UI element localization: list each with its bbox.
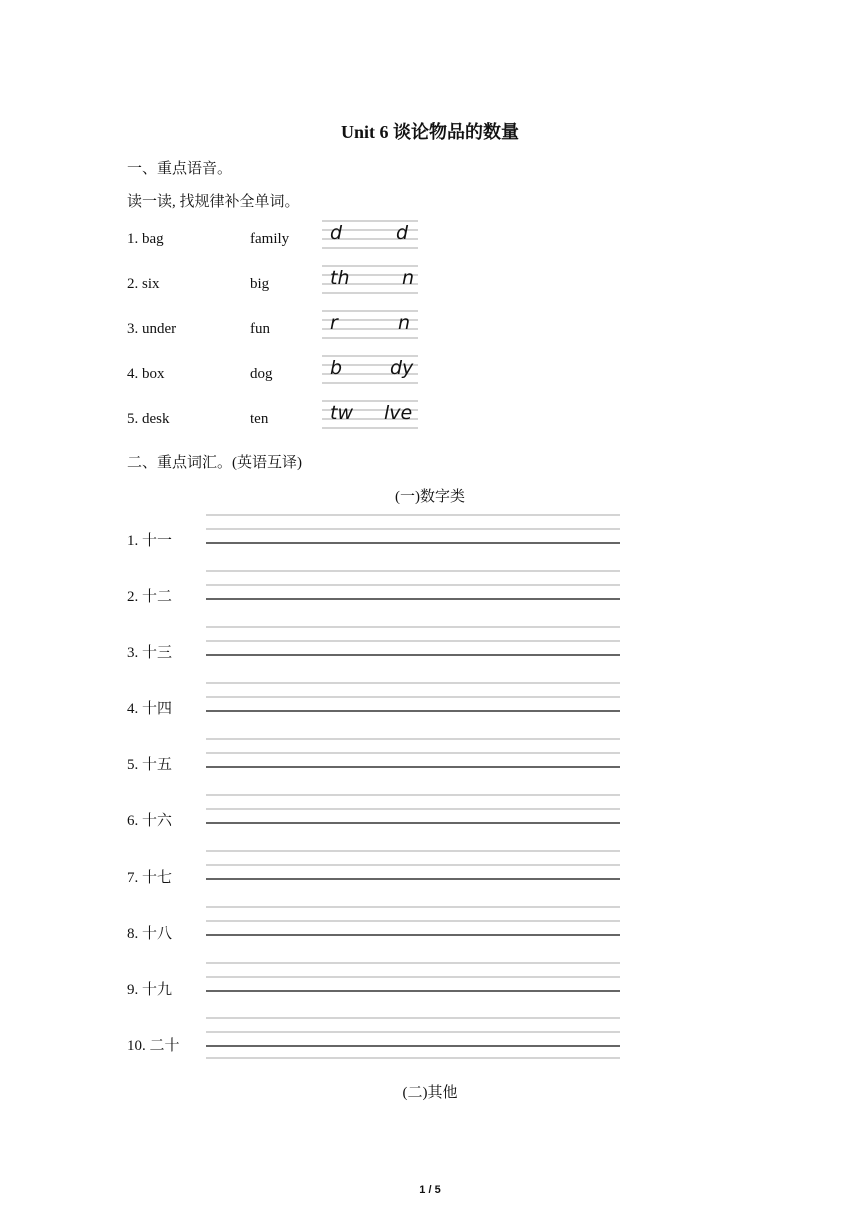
phonics-left-letters: d: [330, 222, 343, 244]
vocab-label: 3. 十三: [127, 645, 173, 661]
section1-instruction: 读一读, 找规律补全单词。: [127, 194, 300, 210]
page-title: Unit 6 谈论物品的数量: [340, 122, 519, 142]
vocab-label: 7. 十七: [127, 870, 173, 886]
phonics-right-letters: lve: [384, 402, 413, 424]
page-number: 1 / 5: [419, 1184, 441, 1196]
writing-lines[interactable]: [206, 566, 620, 612]
phonics-writing-box[interactable]: [322, 307, 418, 343]
phonics-example-word: big: [250, 276, 270, 292]
phonics-right-letters: d: [396, 222, 409, 244]
writing-lines[interactable]: [206, 734, 620, 780]
phonics-writing-box[interactable]: [322, 352, 418, 388]
writing-lines[interactable]: [206, 510, 620, 556]
phonics-example-word: dog: [250, 366, 273, 382]
phonics-writing-box[interactable]: [322, 262, 418, 298]
phonics-number-word: 5. desk: [127, 411, 170, 427]
phonics-number-word: 4. box: [127, 366, 165, 382]
phonics-right-letters: dy: [390, 357, 414, 379]
vocab-label: 5. 十五: [127, 757, 173, 773]
phonics-right-letters: n: [398, 312, 411, 334]
vocab-label: 4. 十四: [127, 701, 173, 717]
phonics-writing-box[interactable]: [322, 397, 418, 433]
phonics-number-word: 3. under: [127, 321, 177, 337]
phonics-number-word: 2. six: [127, 276, 160, 292]
phonics-example-word: family: [250, 231, 290, 247]
writing-lines[interactable]: [206, 622, 620, 668]
phonics-writing-box[interactable]: [322, 217, 418, 253]
writing-lines[interactable]: [206, 678, 620, 724]
subsection-other-heading: (二)其他: [402, 1085, 458, 1101]
phonics-example-word: ten: [250, 411, 269, 427]
phonics-number-word: 1. bag: [127, 231, 164, 247]
phonics-left-letters: b: [330, 357, 343, 379]
vocab-label: 10. 二十: [127, 1038, 180, 1054]
writing-lines[interactable]: [206, 846, 620, 892]
vocab-label: 1. 十一: [127, 533, 173, 549]
phonics-left-letters: tw: [330, 402, 353, 424]
phonics-left-letters: r: [330, 312, 338, 334]
subsection-numbers-heading: (一)数字类: [395, 489, 465, 505]
phonics-right-letters: n: [402, 267, 415, 289]
vocab-label: 6. 十六: [127, 813, 173, 829]
writing-lines[interactable]: [206, 902, 620, 948]
writing-lines[interactable]: [206, 958, 620, 1004]
phonics-example-word: fun: [250, 321, 270, 337]
section2-heading: 二、重点词汇。(英语互译): [127, 455, 302, 471]
writing-lines[interactable]: [206, 1013, 620, 1059]
section1-heading: 一、重点语音。: [127, 161, 233, 177]
vocab-label: 9. 十九: [127, 982, 173, 998]
writing-lines[interactable]: [206, 790, 620, 836]
vocab-label: 8. 十八: [127, 926, 173, 942]
phonics-left-letters: th: [330, 267, 350, 289]
vocab-label: 2. 十二: [127, 589, 173, 605]
